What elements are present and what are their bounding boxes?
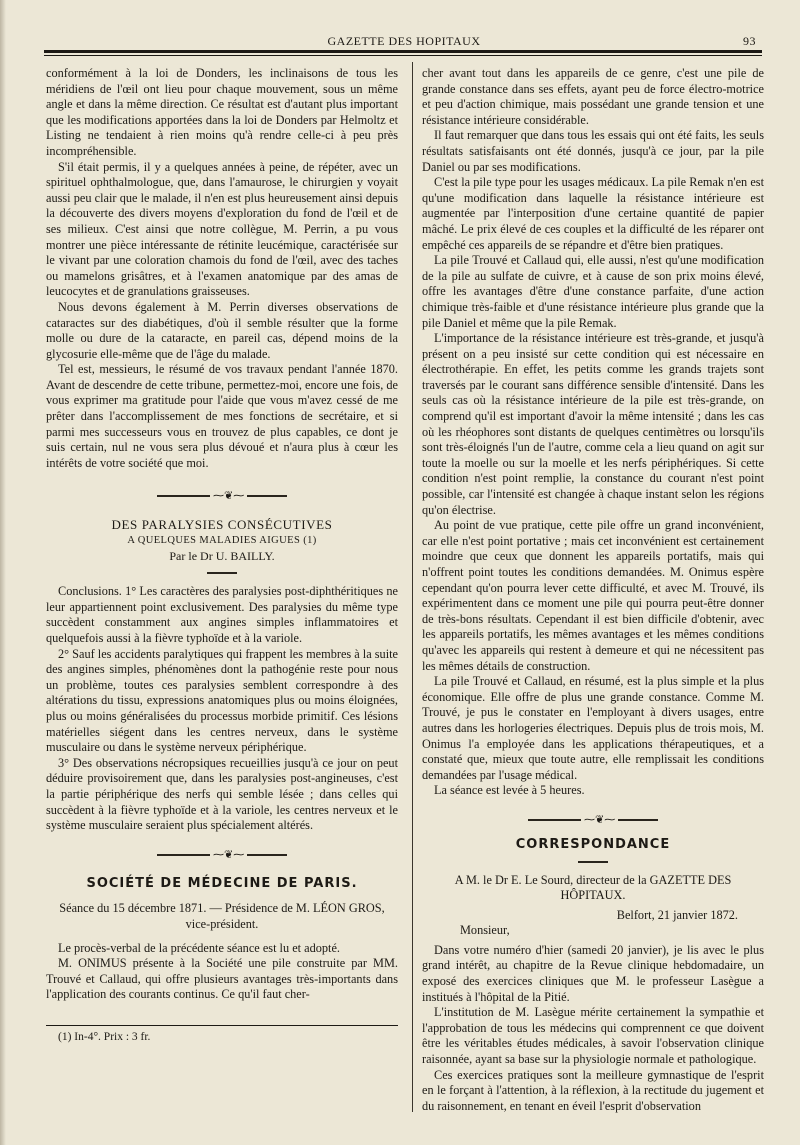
- paragraph: La pile Trouvé et Callaud, en résumé, est la plus simple et la plus économique. Elle offre de plus une grande constance. Comme M. Trouvé, je pus le constater en l'employant à divers usages, entre autres dans les horlogeries électriques. Depuis plus de trois mois, M. Onimus l'a employée dans les applications thérapeutiques, et a constaté que, mieux que toute autre, elle remplissait les conditions demandées par l'usage médical.: [422, 674, 764, 782]
- page-number: 93: [743, 34, 756, 48]
- paragraph: Tel est, messieurs, le résumé de vos travaux pendant l'année 1870. Avant de descendre de cette tribune, permettez-moi, encore une fois, de vous exprimer ma gratitude pour l'aide que vous m'avez cessé de me prêter dans l'accomplissement de mes fonctions de secrétaire, et si parmi mes successeurs vous en trouvez de plus capables, ce dont je suis certain, nul ne vous sera plus dévoué et n'aura plus à cœur les intérêts de votre société que moi.: [46, 362, 398, 470]
- header-rule-thin: [44, 55, 762, 56]
- paragraph: M. ONIMUS présente à la Société une pile construite par MM. Trouvé et Callaud, qui offre plusieurs avantages très-importants dans l'application des courants continus. Ce qu'il faut cher-: [46, 956, 398, 1002]
- paragraph: 2° Sauf les accidents paralytiques qui frappent les membres à la suite des angines simples, phénomènes dont la pathogénie reste pour nous un problème, toutes ces paralysies semblent correspondre à des altérations du tissu, expressions anatomiques plus ou moins éloignées, plus ou moins généralisées du processus morbide primitif. Ces lésions matérielles siégent dans les centres nerveux, dans le système musculaire ou dans le système nerveux périphérique.: [46, 646, 398, 755]
- letter-salutation: Monsieur,: [460, 923, 510, 938]
- section-author: Par le Dr U. BAILLY.: [169, 548, 275, 563]
- section-title: DES PARALYSIES CONSÉCUTIVES: [111, 517, 333, 533]
- paragraph: La pile Trouvé et Callaud qui, elle aussi, n'est qu'une modification de la pile au sulfate de cuivre, et à cause de son prix moins élevé, offre les avantages d'être d'une constance parfaite, d'une action chimique très-faible et d'une résistance intérieure plus grande que la pile Daniel et même que la pile Remak.: [422, 253, 764, 330]
- paragraph: Au point de vue pratique, cette pile offre un grand inconvénient, car elle n'est point portative ; mais cet inconvénient est certainement moindre que ceux que donnent les appareils portatifs, mais qui n'offrent point toutes les conditions demandées. M. Onimus espère cependant qu'on pourra lever cette difficulté, et avec M. Trouvé, ils expérimentent dans ce moment une pile qui pourra peut-être donner de très-bons résultats. Cependant il est bien difficile d'obtenir, avec les appareils portatifs, les mêmes avantages et les mêmes conditions qu'avec les appareils qui restent à demeure et qui ne nécessitent pas les mêmes détails de construction.: [422, 518, 764, 673]
- paragraph: Dans votre numéro d'hier (samedi 20 janvier), je lis avec le plus grand intérêt, au chapitre de la Revue clinique hebdomadaire, un exposé des exercices cliniques que M. le professeur Lasègue a institués à l'hôpital de la Pitié.: [422, 942, 764, 1004]
- paragraph: S'il était permis, il y a quelques années à peine, de répéter, avec un spirituel ophthalmologue, que, dans l'amaurose, le chirurgien y voyait aussi peu clair que le malade, il n'en est plus heureusement ainsi depuis la découverte des divers moyens d'exploration du fond de l'œil et de ses milieux. C'est ainsi que notre collègue, M. Perrin, a pu vous montrer une pièce intéressante de rétinite leucémique, caractérisée sur le vivant par une coloration chamois du fond de l'œil, avec des taches ou mamelons grisâtres, et à l'examen anatomique par des amas de leucocytes et de granulations graisseuses.: [46, 159, 398, 299]
- section-ornament: ⁓❦⁓: [46, 848, 398, 862]
- section-title: CORRESPONDANCE: [515, 836, 671, 852]
- paragraph: Conclusions. 1° Les caractères des paralysies post-diphthéritiques ne leur appartiennent point exclusivement. Des paralysies du même type succèdent constamment aux angines simples inflammatoires et quelquefois aussi à la fièvre typhoïde et à la variole.: [46, 584, 398, 645]
- running-head: [46, 30, 762, 50]
- paragraph: L'institution de M. Lasègue mérite certainement la sympathie et l'approbation de tous les médecins qui comprennent ce que doivent être les véritables études médicales, à savoir l'observation clinique raisonnée, ayant sa base sur la physiologie normale et pathologique.: [422, 1005, 764, 1067]
- paragraph: conformément à la loi de Donders, les inclinaisons de tous les méridiens de l'œil ont lieu pour chaque mouvement, sous un même angle et dans la même direction. Ce résultat est d'autant plus important que les modifications apportées dans la loi de Donders par Helmoltz et Listing ne tendaient à rien moins qu'à rendre celle-ci à peu près incompréhensible.: [46, 66, 398, 158]
- page-gutter-shadow: [0, 0, 6, 1145]
- column-divider: [412, 62, 413, 1112]
- letter-addressee: A M. le Dr E. Le Sourd, directeur de la GAZETTE DES HÔPITAUX.: [454, 872, 732, 903]
- section-ornament: ⁓❦⁓: [46, 489, 398, 503]
- section-ornament: ⁓❦⁓: [422, 813, 764, 827]
- journal-title: GAZETTE DES HOPITAUX: [327, 34, 481, 48]
- letter-dateline: Belfort, 21 janvier 1872.: [616, 907, 738, 922]
- paragraph: cher avant tout dans les appareils de ce genre, c'est une pile de grande constance dans ses effets, ayant peu de force électro-motrice et peu d'action chimique, mais possédant une grande tension et une résistance intérieure considérable.: [422, 66, 764, 127]
- paragraph: Il faut remarquer que dans tous les essais qui ont été faits, les seuls résultats satisfaisants ont été donnés, jusqu'à ce jour, par la pile Daniel ou par ses modifications.: [422, 128, 764, 174]
- paragraph: L'importance de la résistance intérieure est très-grande, et jusqu'à présent on a peu insisté sur cette condition qui est nécessaire en électrothérapie. En effet, les petits comme les grands trajets sont traversés par le courant sans différence sensible d'intensité. Dans les seuls cas où la résistance intérieure de la pile est très-grande, on comprend qu'il est important d'avoir la même intensité ; dans les cas où les rhéophores sont distants de quelques centimètres ou lorsqu'ils sont très-éloignés l'un de l'autre, comme cela a lieu quand on agit sur toute la moelle ou sur la moelle et les nerfs périphériques. Si cette condition n'est point remplie, la constance du courant n'est point possible, car l'intensité est changée à chaque instant selon les régions qu'on électrise.: [422, 331, 764, 517]
- paragraph: La séance est levée à 5 heures.: [434, 783, 585, 798]
- paragraph: Le procès-verbal de la précédente séance est lu et adopté.: [58, 940, 340, 955]
- section-title: SOCIÉTÉ DE MÉDECINE DE PARIS.: [86, 875, 358, 891]
- header-rule-thick: [44, 50, 762, 53]
- right-column: [422, 66, 764, 1114]
- footnote: (1) In-4°. Prix : 3 fr.: [58, 1030, 151, 1043]
- section-subtitle: A QUELQUES MALADIES AIGUES (1): [127, 535, 317, 547]
- session-line: Séance du 15 décembre 1871. — Présidence de M. LÉON GROS, vice-président.: [59, 901, 385, 931]
- left-column: [46, 66, 398, 1045]
- paragraph: Nous devons également à M. Perrin diverses observations de cataractes sur des diabétiques, d'où il semble résulter que la forme molle ou dure de la cataracte, en pareil cas, dépend moins de la glycosurie elle-même que de l'âge du malade.: [46, 299, 398, 361]
- paragraph: C'est la pile type pour les usages médicaux. La pile Remak n'en est qu'une modification dans laquelle la résistance intérieure est augmentée par l'interposition d'une certaine quantité de papier mâché. Le prix élevé de ces couples et la difficulté de les réparer ont empêché ces appareils de se répandre et d'être bien pratiques.: [422, 175, 764, 252]
- paragraph: Ces exercices pratiques sont la meilleure gymnastique de l'esprit en le forçant à l'attention, à la réflexion, à la rectitude du jugement et du raisonnement, en tenant en éveil l'esprit d'observation: [422, 1067, 764, 1113]
- paragraph: 3° Des observations nécropsiques recueillies jusqu'à ce jour on peut déduire provisoirement que, dans les paralysies post-angineuses, c'est la partie périphérique des nerfs qui semble lésée ; dans celles qui succèdent à la fièvre typhoïde et à la variole, les centres nerveux et le système musculaire seraient plus spécialement altérés.: [46, 755, 398, 833]
